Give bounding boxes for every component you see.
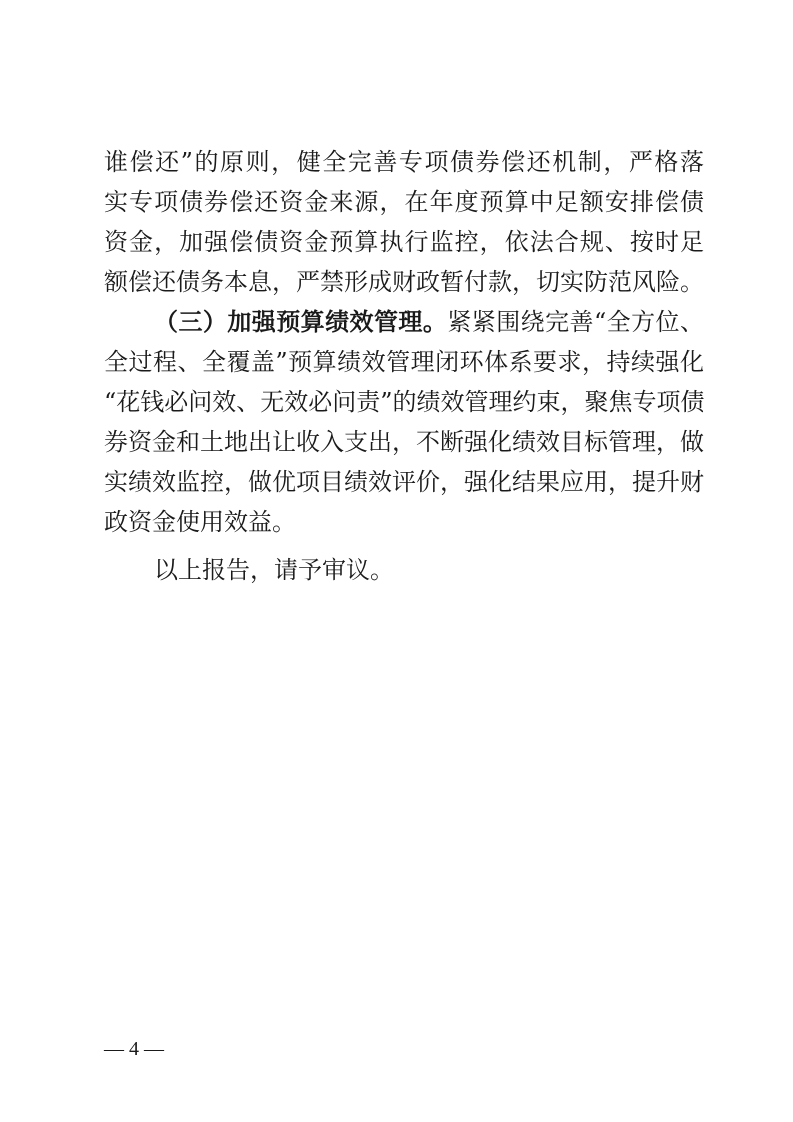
- paragraph-1-line-2: 实专项债券偿还资金来源，在年度预算中足额安排偿债: [104, 188, 704, 216]
- paragraph-1-line-3: 资金，加强偿债资金预算执行监控，依法合规、按时足: [104, 228, 704, 256]
- paragraph-2-line-5: 实绩效监控，做优项目绩效评价，强化结果应用，提升财: [104, 468, 704, 496]
- paragraph-2-line-1: [104, 302, 704, 342]
- paragraph-1-line-1: 谁偿还”的原则，健全完善专项债券偿还机制，严格落: [104, 148, 704, 176]
- paragraph-2-line-3: “花钱必问效、无效必问责”的绩效管理约束，聚焦专项债: [104, 388, 705, 416]
- paragraph-2-line-1-text: 紧紧围绕完善“全方位、: [447, 308, 704, 336]
- paragraph-1-line-4: 额偿还债务本息，严禁形成财政暂付款，切实防范风险。: [104, 268, 704, 296]
- closing-sentence: 以上报告，请予审议。: [154, 556, 394, 584]
- section-heading: （三）加强预算绩效管理。: [154, 308, 448, 336]
- paragraph-2-line-4: 券资金和土地出让收入支出，不断强化绩效目标管理，做: [104, 428, 704, 456]
- paragraph-2-line-6: 政资金使用效益。: [104, 508, 296, 536]
- body-text: [104, 142, 704, 542]
- page-number: — 4 —: [104, 1038, 164, 1060]
- paragraph-2-line-2: 全过程、全覆盖”预算绩效管理闭环体系要求，持续强化: [104, 348, 704, 376]
